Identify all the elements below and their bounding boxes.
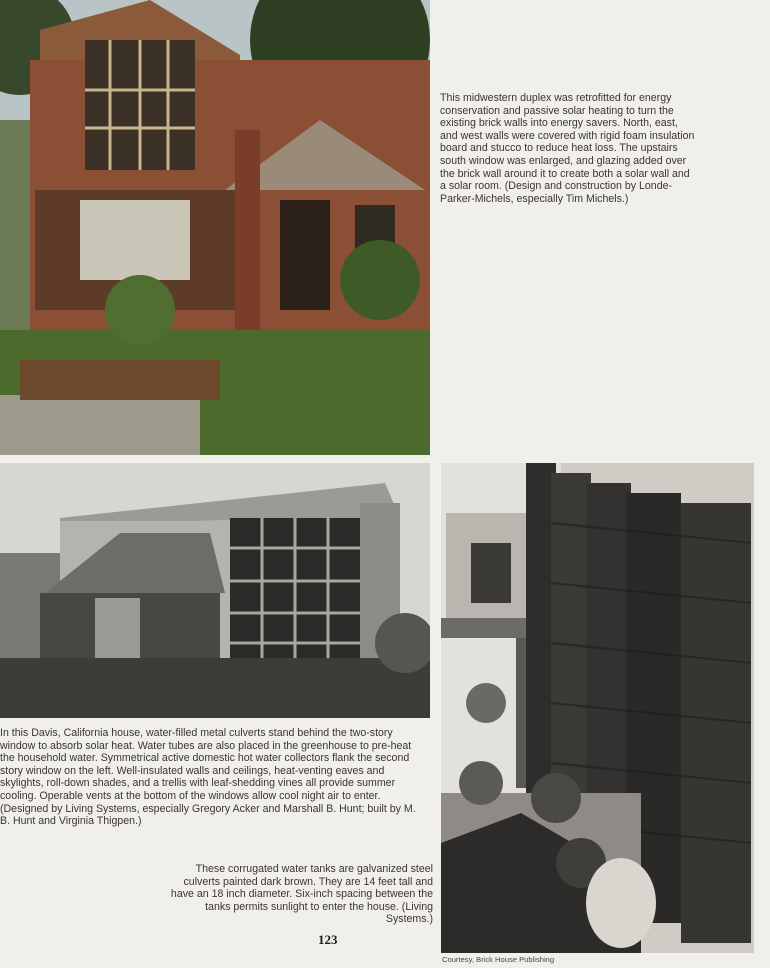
davis-house-caption: In this Davis, California house, water-filled metal culverts stand behind the two-story window to absorb solar heat. Water tubes are also placed in the greenhouse to pre-heat the household water. Symmetrical active domestic hot water collectors flank the second story window on the left. Well-insulated walls and ceilings, heat-venting eaves and skylights, roll-down shades, and a trellis with leaf-shedding vines all provide summer cooling. Operable vents at the bottom of the windows allow cool night air to enter. (Designed by Living Systems, especially Gregory Acker and Marshall B. Hunt; built by M. B. Hunt and Virginia Thigpen.) — [0, 727, 416, 828]
davis-house-photo — [0, 463, 430, 718]
photo-credit: Courtesy, Brick House Publishing — [442, 955, 555, 964]
duplex-caption: This midwestern duplex was retrofitted for energy conservation and passive solar heating to turn the existing brick walls into energy savers. North, east, and west walls were covered with rigid foam insulation board and stucco to reduce heat loss. The upstairs south window was enlarged, and glazing added over the brick wall around it to create both a solar wall and a solar room. (Design and construction by Londe-Parker-Michels, especially Tim Michels.) — [440, 92, 695, 205]
water-tanks-caption: These corrugated water tanks are galvanized steel culverts painted dark brown. They are 14 feet tall and have an 18 inch diameter. Six-inch spacing between the tanks permits sunlight to enter the house. (Living Systems.) — [170, 863, 433, 926]
water-tanks-photo — [441, 463, 754, 953]
duplex-photo — [0, 0, 430, 455]
page-number: 123 — [318, 932, 338, 947]
